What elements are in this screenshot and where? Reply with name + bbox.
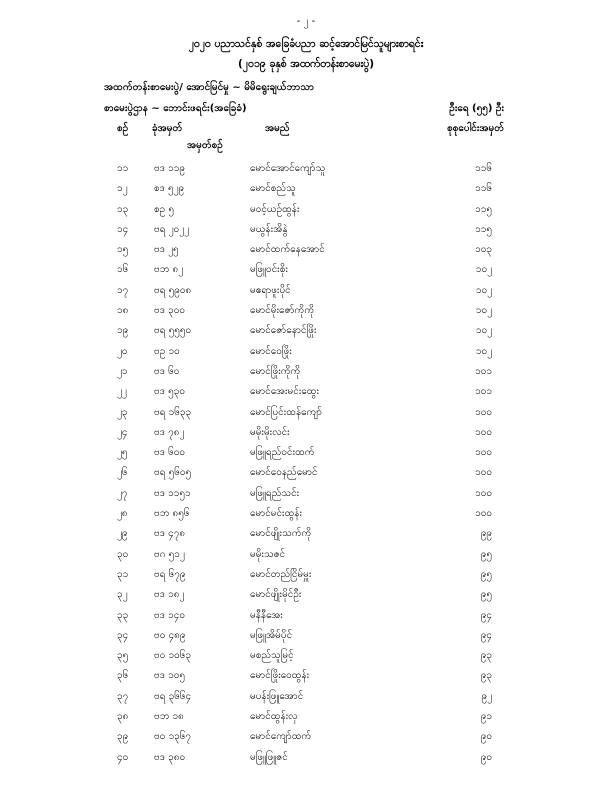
row-roll: ဗဒ ၁၁၅၁ [154,487,191,499]
row-roll: ဗရ ၁၆၃၃ [154,406,192,418]
row-roll: ဗရ ၆၇၉ [154,568,186,580]
header-roll-line2: အမှတ်စဉ် [187,140,223,151]
row-name: မဖြူရည်သင်း [250,487,300,499]
table-row [0,648,612,668]
row-mark: ၁၁၆ [475,163,492,174]
row-number: ၃၃ [117,609,129,621]
row-number: ၂၄ [117,426,128,438]
row-name: မောင်အေးမင်းထွေး [250,386,319,398]
row-roll: ဗဒ ၂၅ [154,244,179,256]
row-name: မောင်ကျော်ထက် [250,731,312,743]
row-number: ၂၈ [117,508,128,520]
row-name: မောင်ဝေဖြိုး [250,345,292,357]
row-number: ၃၈ [117,711,129,723]
exam-label: အထက်တန်းစာမေးပွဲ/ အောင်မြင်မှု ~ မိမိရွေးချယ်ဘာသာ [104,82,314,93]
row-number: ၃၂ [117,589,128,601]
row-roll: ဗရ ၅၅၅၀ [154,325,192,337]
table-row [0,526,612,546]
row-name: မောင်မိုးဇော်ကိုကို [250,305,315,317]
row-mark: ၉၄ [480,629,492,641]
results-table [0,161,612,770]
school-label: စာမေးပွဲဌာန ~ ဘောင်းဖရင်း(အခြေခံ) [104,103,247,114]
row-mark: ၁၁၆ [475,183,492,195]
row-number: ၂၃ [117,406,128,418]
row-mark: ၁၀၀ [475,508,492,520]
table-row [0,303,612,323]
row-number: ၂၂ [117,386,127,398]
row-name: မမိုးသဇင် [250,548,286,560]
row-roll: ဗဘ ၁၈ [154,711,184,723]
row-name: မနီနီအေး [250,609,283,621]
table-row [0,465,612,485]
row-mark: ၉၅ [480,589,492,601]
row-number: ၂၁ [117,365,128,377]
row-name: မောင်တည်ငြိမ်မှူး [250,568,312,580]
row-roll: ဗဘ ၈၂ [154,264,184,276]
row-mark: ၉၃ [480,650,492,662]
row-name: မယွန်းအိနွဲ [250,223,288,235]
row-mark: ၁၀၀ [475,467,492,479]
table-row [0,262,612,282]
row-name: မောင်စည်သူ [250,183,296,195]
row-roll: ဗဒ ၇၈၂ [154,426,185,438]
row-mark: ၁၁၅ [475,203,492,215]
table-row [0,506,612,526]
row-mark: ၁၀၂ [475,284,492,296]
row-roll: ဗရ ၅၆၀၅ [154,467,192,479]
row-mark: ၉၀ [480,731,492,743]
table-row [0,405,612,425]
row-mark: ၉၅ [480,568,492,580]
row-name: မဧရာဖူးပိုင် [250,284,291,296]
row-name: မောင်မင်းထွန်း [250,508,302,520]
row-name: မဖြူဝင်းစိုး [250,264,288,276]
row-name: မဝင့်ယဉ်ထွန်း [250,203,300,215]
row-name: မောင်ဇော်နောင်ဖြိုး [250,325,317,337]
row-roll: ဗဒ ၁၈၂ [154,589,185,601]
header-no: စဉ် [117,123,129,134]
header-mark: စုစုပေါင်းအမှတ် [447,123,504,134]
table-row [0,445,612,465]
table-row [0,567,612,587]
row-name: မောင်ပြင်းထန်ကျော် [250,406,323,418]
row-mark: ၁၀၃ [475,244,492,256]
row-number: ၂၅ [117,447,128,459]
row-number: ၃၇ [117,690,129,702]
page-number: - ၂ - [296,16,316,27]
row-number: ၁၅ [117,244,129,256]
row-name: မဖြူအိမ်ပိုင် [250,629,293,641]
document-subtitle: (၂၀၁၉ ခုနှစ် အထက်တန်းစာမေးပွဲ) [238,58,374,70]
row-number: ၃၄ [117,629,129,641]
table-row [0,628,612,648]
table-row [0,344,612,364]
row-mark: ၁၀၁ [475,365,492,377]
table-row [0,729,612,749]
row-mark: ၉၉ [480,528,492,540]
row-number: ၃၅ [117,650,129,662]
table-row [0,587,612,607]
row-mark: ၁၀၀ [475,447,492,459]
row-number: ၁၁ [117,163,129,174]
row-name: မောင်ဖျိုးမိုင်ဦး [250,589,302,601]
table-row [0,222,612,242]
row-name: မပန်းဖြူအောင် [250,690,304,702]
row-number: ၃၆ [117,670,129,682]
row-number: ၄၀ [117,751,129,763]
table-row [0,486,612,506]
row-mark: ၁၀၂ [475,264,492,276]
row-number: ၁၈ [117,305,129,317]
row-roll: ဗရ ၅၉၀၈ [154,284,192,296]
table-row [0,750,612,770]
table-row [0,384,612,404]
row-mark: ၉၄ [480,609,492,621]
row-number: ၁၂ [117,183,128,195]
row-roll: ဗရ ၃၆၆၄ [154,690,192,702]
row-name: မစည်သူမြင့် [250,650,294,662]
document-title: ၂၀၂၀ ပညာသင်နှစ် အခြေခံပညာ ဆင့်အောင်မြင်သူများစာရင်း [188,38,424,50]
row-roll: စဥ ၅ [154,203,174,215]
row-roll: ဗဒ ၁၀၅ [154,670,185,682]
row-number: ၃၁ [117,568,129,580]
row-roll: ဗဒ ၁၄၀ [154,609,185,621]
table-row [0,181,612,201]
row-mark: ၁၀၂ [475,305,492,317]
row-roll: ဗဒ ၃၀၀ [154,305,185,317]
header-roll: ခုံအမှတ် [152,123,183,134]
row-roll: ဗဝ ၁၃၆၇ [154,731,192,743]
row-name: မောင်ထက်နေအောင် [250,244,325,256]
count-label: ဦးရေ (၅၅) ဦး [449,103,504,114]
row-name: မောင်ဖြိုးဝေထွန်း [250,670,310,682]
row-name: မမိုးမိုးလင်း [250,426,290,438]
row-name: မောင်အောင်ကျော်သူ [250,163,326,174]
row-mark: ၁၀၂ [475,345,492,357]
row-roll: ဗဒ ၆၀ [154,365,180,377]
row-mark: ၉၃ [480,670,492,682]
row-mark: ၉၀ [480,751,492,763]
table-row [0,425,612,445]
row-roll: ဗဘ ၈၅၆ [154,508,190,520]
row-roll: ဗဒ ၃၈၀ [154,751,186,763]
row-mark: ၉၁ [480,711,492,723]
row-roll: ဗဒ ၆၀၀ [154,447,185,459]
row-mark: ၁၀၀ [475,426,492,438]
row-mark: ၉၂ [481,690,492,702]
row-name: မောင်ဝေနည်မောင် [250,467,318,479]
table-row [0,283,612,303]
table-row [0,323,612,343]
row-number: ၁၄ [117,223,129,235]
table-row [0,709,612,729]
table-row [0,202,612,222]
row-mark: ၁၀၂ [475,325,492,337]
row-name: မဖြူဖြူဇင် [250,751,288,763]
row-number: ၁၆ [117,264,129,276]
table-row [0,364,612,384]
row-roll: ဗဥ ၁၀ [154,345,180,357]
row-mark: ၁၀၀ [475,406,492,418]
table-row [0,689,612,709]
row-number: ၁၃ [117,203,129,215]
row-roll: ဗဒ ၁၁၉ [154,163,185,174]
row-mark: ၁၀၀ [475,487,492,499]
row-number: ၃၀ [117,548,129,560]
row-number: ၃၉ [117,731,129,743]
row-roll: ဗရ ၂၀၂၂ [154,223,189,235]
row-number: ၁၉ [117,325,129,337]
row-name: မောင်ဖြိုးကိုကို [250,365,301,377]
row-name: မဖြူရည်ဝင်းထက် [250,447,315,459]
row-mark: ၉၅ [480,548,492,560]
row-number: ၂၀ [117,345,128,357]
row-mark: ၁၀၁ [475,386,492,398]
table-row [0,547,612,567]
table-row [0,161,612,181]
table-row [0,242,612,262]
row-roll: စဒ ၅၂၉ [154,183,185,195]
row-number: ၂၇ [117,487,128,499]
table-row [0,608,612,628]
row-roll: ဗဒ ၄၇၈ [154,528,186,540]
row-mark: ၁၁၅ [475,223,492,235]
row-number: ၂၆ [117,467,128,479]
table-row [0,668,612,688]
row-roll: ဗဒ ၅၃၀ [154,386,185,398]
header-name: အမည် [265,123,290,134]
row-number: ၁၇ [117,284,129,296]
row-name: မောင်ဖျိုးသက်ကို [250,528,312,540]
row-number: ၂၉ [117,528,128,540]
row-name: မောင်ထွန်းလှ [250,711,298,723]
row-roll: ဗဝ ၄၈၉ [154,629,186,641]
row-roll: ဗဂ ၅၁၂ [154,548,185,560]
row-roll: ဗဝ ၁၀၆၃ [154,650,192,662]
